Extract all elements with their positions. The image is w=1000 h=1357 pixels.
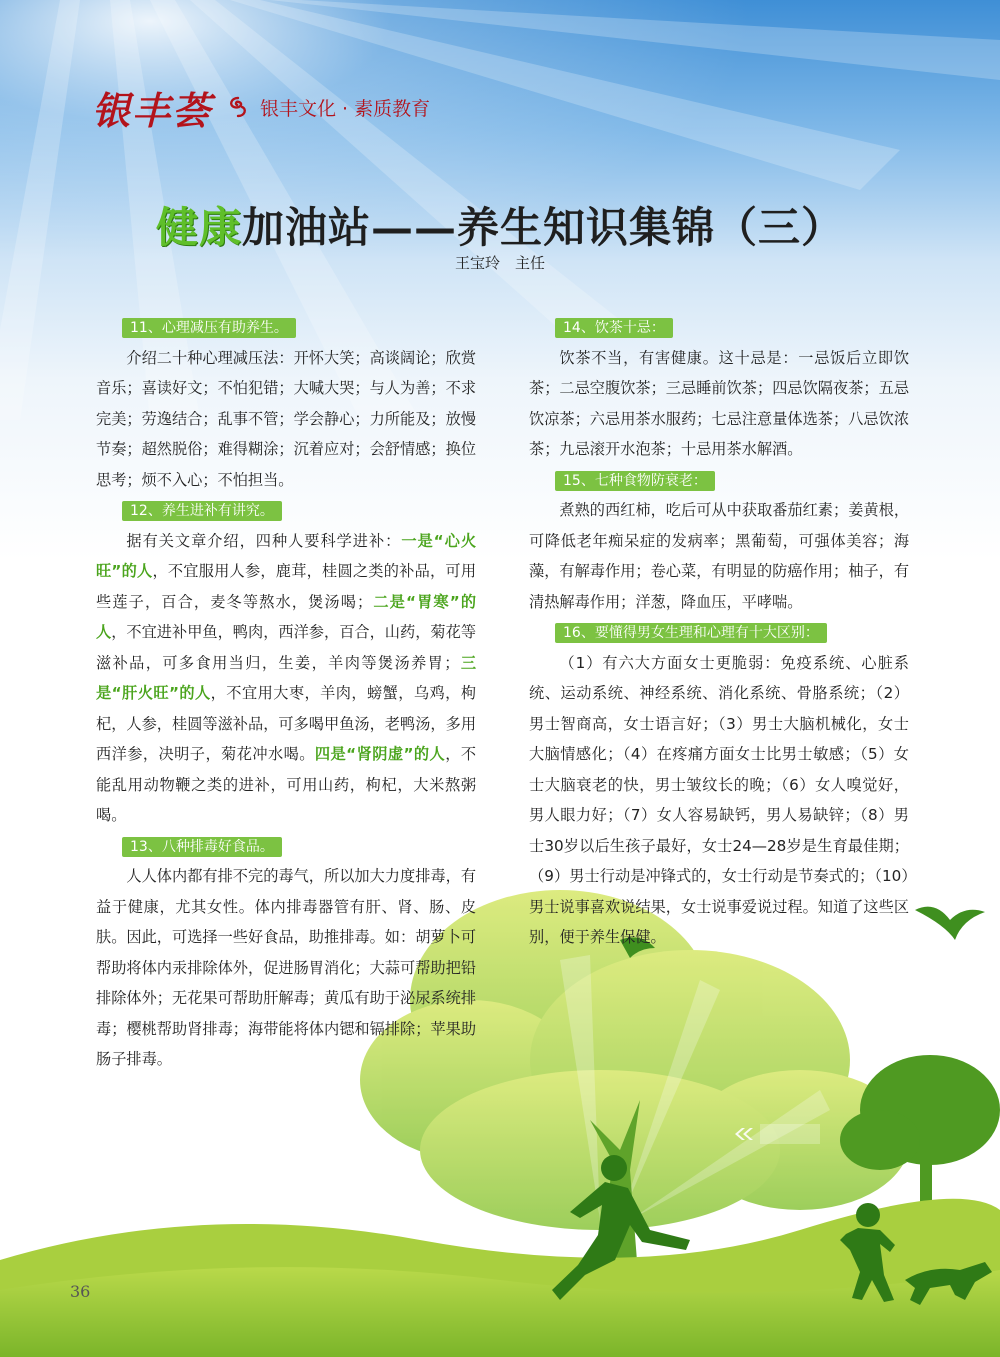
- left-column: [96, 312, 476, 1075]
- section-16-heading: 16、要懂得男女生理和心理有十大区别：: [555, 623, 827, 643]
- swirl-icon: [226, 95, 250, 119]
- s12-highlight: 二是“胃寒”的人: [96, 592, 477, 641]
- s12-text: ，不宜进补甲鱼，鸭肉，西洋参，百合，山药，菊花等滋补品，可多食用当归，生姜，羊肉等煲汤养胃；: [96, 623, 477, 672]
- section-11-heading: 11、心理减压有助养生。: [122, 318, 296, 338]
- article-author: 王宝玲 主任: [454, 254, 545, 272]
- section-14-body: 饮茶不当，有害健康。这十忌是：一忌饭后立即饮茶；二忌空腹饮茶；三忌睡前饮茶；四忌饮隔夜茶；五忌饮凉茶；六忌用茶水服药；七忌注意量体选茶；八忌饮浓茶；九忌滚开水泡茶；十忌用茶水解酒。: [529, 348, 909, 458]
- s12-text: ，不能乱用动物鞭之类的进补，可用山药，枸杞，大米熬粥喝。: [96, 745, 477, 824]
- magazine-tagline: 银丰文化 · 素质教育: [260, 97, 431, 120]
- s12-text: ，不宜用大枣，羊肉，螃蟹，乌鸡，枸杞，人参，桂圆等滋补品，可多喝甲鱼汤，老鸭汤，多用西洋参，决明子，菊花冲水喝。: [96, 684, 477, 763]
- section-15-heading: 15、七种食物防衰老：: [555, 471, 715, 491]
- magazine-logo: 银丰荟: [92, 87, 213, 133]
- section-13-body: 人人体内都有排不完的毒气，所以加大力度排毒，有益于健康，尤其女性。体内排毒器管有肝、肾、肠、皮肤。因此，可选择一些好食品，助推排毒。如：胡萝卜可帮助将体内汞排除体外，促进肠胃消化；大蒜可帮助把铅排除体外；无花果可帮助肝解毒；黄瓜有助于泌尿系统排毒；樱桃帮助肾排毒；海带能将体内锶和镉排除；苹果助肠子排毒。: [96, 867, 476, 1068]
- article-title: [0, 195, 1000, 255]
- section-11-body: 介绍二十种心理减压法：开怀大笑；高谈阔论；欣赏音乐；喜读好文；不怕犯错；大喊大哭；与人为善；不求完美；劳逸结合；乱事不管；学会静心；力所能及；放慢节奏；超然脱俗；难得糊涂；沉着应对；会舒情感；换位思考；烦不入心；不怕担当。: [96, 348, 476, 489]
- s12-highlight: 一是“心火旺”的人: [96, 531, 477, 580]
- section-12-heading: 12、养生进补有讲究。: [122, 501, 282, 521]
- section-12-body: [96, 526, 476, 831]
- magazine-header: [92, 82, 430, 132]
- s12-text: 据有关文章介绍，四种人要科学进补：: [126, 531, 402, 550]
- s12-highlight: 四是“肾阴虚”的人: [314, 745, 446, 763]
- title-rest: 加油站——养生知识集锦（三）: [242, 203, 845, 252]
- section-13-heading: 13、八种排毒好食品。: [122, 837, 282, 857]
- s12-text: ，不宜服用人参，鹿茸，桂圆之类的补品，可用些莲子，百合，麦冬等熬水，煲汤喝；: [96, 562, 477, 611]
- section-14-heading: 14、饮茶十忌：: [555, 318, 673, 338]
- s12-highlight: 三是“肝火旺”的人: [96, 653, 477, 702]
- title-highlight: 健康: [155, 203, 242, 252]
- section-15-body: 煮熟的西红柿，吃后可从中获取番茄红素；姜黄根，可降低老年痴呆症的发病率；黑葡萄，可强体美容；海藻，有解毒作用；卷心菜，有明显的防癌作用；柚子，有清热解毒作用；洋葱，降血压，平哮喘。: [529, 501, 909, 611]
- right-column: [529, 312, 909, 953]
- page-number: 36: [70, 1282, 91, 1301]
- section-16-body: （1）有六大方面女士更脆弱：免疫系统、心脏系统、运动系统、神经系统、消化系统、骨胳系统；（2）男士智商高，女士语言好；（3）男士大脑机械化，女士大脑情感化；（4）在疼痛方面女士比男士敏感；（5）女士大脑衰老的快，男士皱纹长的晚；（6）女人嗅觉好，男人眼力好；（7）女人容易缺钙，男人易缺锌；（8）男士30岁以后生孩子最好，女士24—28岁是生育最佳期；（9）男士行动是冲锋式的，女士行动是节奏式的；（10）男士说事喜欢说结果，女士说事爱说过程。知道了这些区别，便于养生保健。: [529, 653, 909, 946]
